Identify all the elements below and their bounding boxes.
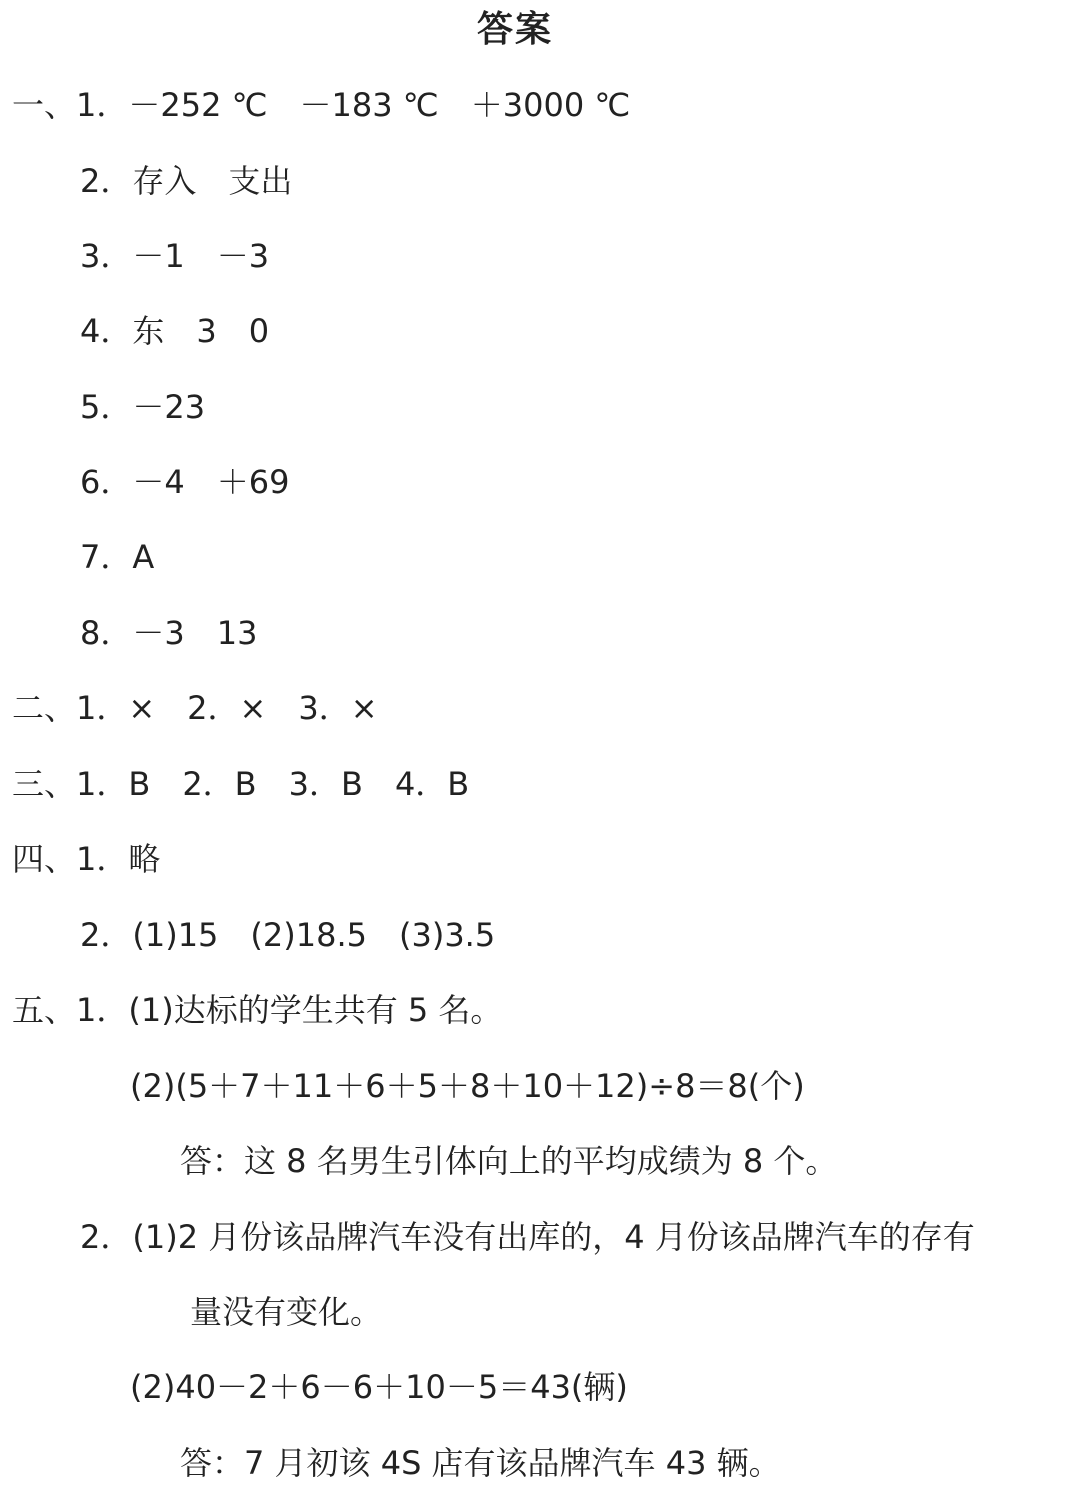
answer-line-5-2-2: 量没有变化。 — [190, 1293, 383, 1331]
answer-line-1-8: 8．－3 13 — [80, 614, 258, 652]
answer-line-5-1-3: 答：这 8 名男生引体向上的平均成绩为 8 个。 — [180, 1142, 838, 1180]
answer-line-1-5: 5．－23 — [80, 388, 206, 426]
answer-line-1-7: 7．A — [80, 538, 155, 576]
answer-line-5-2-3: (2)40－2＋6－6＋10－5＝43(辆) — [130, 1368, 628, 1406]
answer-line-5-1-1: 五、1．(1)达标的学生共有 5 名。 — [12, 991, 503, 1029]
answer-line-3: 三、1．B 2．B 3．B 4．B — [12, 765, 470, 803]
answer-line-4-2: 2．(1)15 (2)18.5 (3)3.5 — [80, 916, 496, 954]
answer-line-5-2-4: 答：7 月初该 4S 店有该品牌汽车 43 辆。 — [180, 1444, 781, 1482]
answer-line-1-6: 6．－4 ＋69 — [80, 463, 290, 501]
answer-line-1-4: 4．东 3 0 — [80, 312, 270, 350]
answer-line-1-3: 3．－1 －3 — [80, 237, 270, 275]
answer-line-4-1: 四、1．略 — [12, 840, 161, 878]
answer-line-5-1-2: (2)(5＋7＋11＋6＋5＋8＋10＋12)÷8＝8(个) — [130, 1067, 805, 1105]
answer-line-1-2: 2．存入 支出 — [80, 162, 293, 200]
answer-line-1-1: 一、1．－252 ℃ －183 ℃ ＋3000 ℃ — [12, 86, 631, 124]
answer-line-5-2-1: 2．(1)2 月份该品牌汽车没有出库的，4 月份该品牌汽车的存有 — [80, 1218, 975, 1256]
answer-line-2: 二、1．× 2．× 3．× — [12, 689, 378, 727]
page-title: 答案 — [476, 9, 553, 50]
